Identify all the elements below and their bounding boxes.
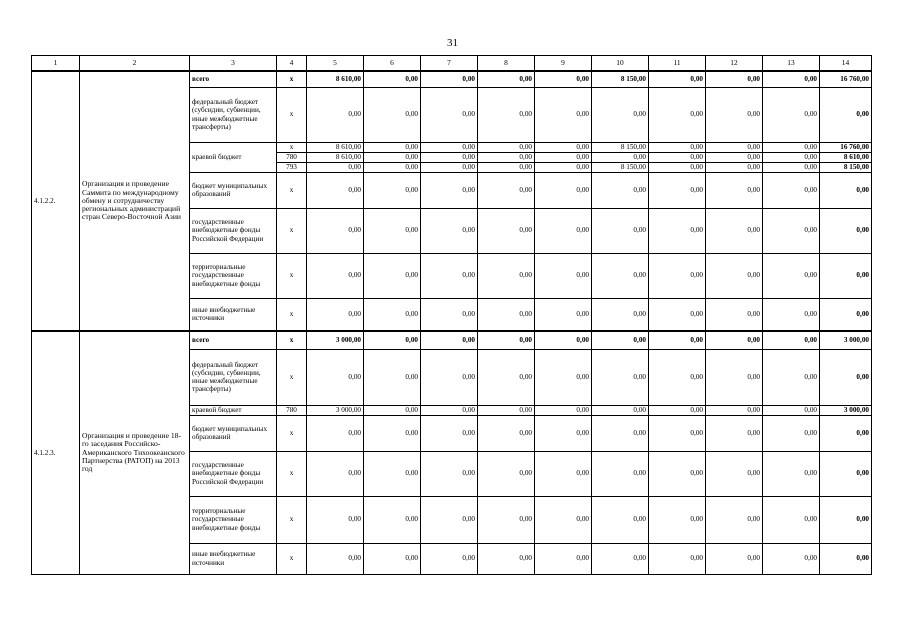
value-cell: 0,00 [535,208,592,253]
value-cell: 0,00 [478,349,535,405]
value-cell: 0,00 [763,543,820,574]
value-cell: 8 610,00 [307,142,364,152]
value-cell: 0,00 [763,172,820,208]
value-cell: 0,00 [649,349,706,405]
value-cell: 0,00 [649,172,706,208]
total-value: 0,00 [820,208,872,253]
value-cell: 0,00 [649,298,706,331]
value-cell: 0,00 [763,349,820,405]
value-cell: 0,00 [763,331,820,349]
value-cell: 0,00 [364,152,421,162]
budget-code: x [277,71,307,87]
value-cell: 0,00 [421,496,478,543]
value-cell: 0,00 [307,87,364,142]
value-cell: 0,00 [649,496,706,543]
value-cell: 0,00 [649,162,706,172]
value-cell: 0,00 [364,496,421,543]
value-cell: 0,00 [706,208,763,253]
budget-code: x [277,496,307,543]
value-cell: 0,00 [478,172,535,208]
value-cell: 0,00 [649,208,706,253]
value-cell: 0,00 [649,253,706,298]
value-cell: 0,00 [763,87,820,142]
funding-source: федеральный бюджет (субсидии, субвенции, иные межбюджетные трансферты) [190,349,277,405]
funding-source: краевой бюджет [190,405,277,415]
value-cell: 0,00 [421,87,478,142]
value-cell: 0,00 [421,142,478,152]
value-cell: 0,00 [649,71,706,87]
value-cell: 0,00 [763,152,820,162]
budget-code: 780 [277,152,307,162]
value-cell: 0,00 [478,87,535,142]
budget-code: x [277,451,307,496]
value-cell: 0,00 [763,208,820,253]
value-cell: 0,00 [706,331,763,349]
value-cell: 0,00 [706,87,763,142]
value-cell: 0,00 [421,543,478,574]
funding-source: государственные внебюджетные фонды Российской Федерации [190,451,277,496]
budget-code: x [277,331,307,349]
value-cell: 0,00 [592,331,649,349]
header-cell: 7 [421,56,478,72]
table-row-total [32,71,872,87]
header-cell: 12 [706,56,763,72]
value-cell: 0,00 [421,415,478,451]
value-cell: 0,00 [706,162,763,172]
total-value: 0,00 [820,415,872,451]
value-cell: 0,00 [763,142,820,152]
value-cell: 0,00 [649,451,706,496]
value-cell: 0,00 [421,451,478,496]
item-code: 4.1.2.2. [32,71,80,331]
funding-source: территориальные государственные внебюджетные фонды [190,496,277,543]
value-cell: 0,00 [535,172,592,208]
value-cell: 0,00 [592,172,649,208]
item-name: Организация и проведение 18-го заседания Российско-Американского Тихоокеанского Партнерства (РАТОП) на 2013 год [80,331,190,574]
value-cell: 0,00 [421,298,478,331]
value-cell: 0,00 [535,451,592,496]
value-cell: 0,00 [706,253,763,298]
funding-source: краевой бюджет [190,142,277,172]
value-cell: 0,00 [364,451,421,496]
value-cell: 0,00 [364,71,421,87]
value-cell: 0,00 [478,298,535,331]
value-cell: 0,00 [421,172,478,208]
value-cell: 0,00 [706,415,763,451]
budget-code: x [277,415,307,451]
value-cell: 0,00 [592,496,649,543]
total-value: 0,00 [820,543,872,574]
value-cell: 0,00 [706,405,763,415]
budget-code: x [277,87,307,142]
value-cell: 0,00 [706,172,763,208]
total-value: 0,00 [820,87,872,142]
total-value: 8 610,00 [820,152,872,162]
funding-source: всего [190,331,277,349]
value-cell: 0,00 [592,298,649,331]
value-cell: 8 610,00 [307,71,364,87]
header-cell: 8 [478,56,535,72]
item-name: Организация и проведение Саммита по международному обмену и сотрудничеству региональных администраций стран Северо-Восточной Азии [80,71,190,331]
value-cell: 0,00 [535,162,592,172]
funding-source: бюджет муниципальных образований [190,415,277,451]
page-number: 31 [447,37,458,49]
value-cell: 0,00 [421,331,478,349]
value-cell: 0,00 [478,496,535,543]
budget-code: x [277,349,307,405]
value-cell: 0,00 [649,87,706,142]
header-cell: 11 [649,56,706,72]
value-cell: 0,00 [478,162,535,172]
value-cell: 0,00 [592,349,649,405]
value-cell: 0,00 [307,349,364,405]
value-cell: 0,00 [364,142,421,152]
value-cell: 0,00 [706,142,763,152]
value-cell: 0,00 [478,543,535,574]
value-cell: 0,00 [535,71,592,87]
value-cell: 0,00 [364,162,421,172]
total-value: 0,00 [820,172,872,208]
value-cell: 0,00 [649,543,706,574]
value-cell: 0,00 [535,349,592,405]
value-cell: 0,00 [307,415,364,451]
total-value: 3 000,00 [820,331,872,349]
value-cell: 3 000,00 [307,405,364,415]
budget-code: x [277,543,307,574]
budget-code: x [277,253,307,298]
value-cell: 0,00 [706,451,763,496]
total-value: 16 760,00 [820,71,872,87]
funding-source: иные внебюджетные источники [190,543,277,574]
header-cell: 1 [32,56,80,72]
funding-source: всего [190,71,277,87]
value-cell: 0,00 [364,87,421,142]
value-cell: 0,00 [307,451,364,496]
value-cell: 0,00 [763,405,820,415]
value-cell: 0,00 [364,415,421,451]
total-value: 0,00 [820,253,872,298]
value-cell: 0,00 [763,415,820,451]
header-cell: 9 [535,56,592,72]
funding-source: территориальные государственные внебюджетные фонды [190,253,277,298]
value-cell: 0,00 [592,253,649,298]
header-cell: 13 [763,56,820,72]
value-cell: 0,00 [421,405,478,415]
funding-source: иные внебюджетные источники [190,298,277,331]
value-cell: 0,00 [763,162,820,172]
value-cell: 0,00 [421,253,478,298]
value-cell: 0,00 [364,172,421,208]
value-cell: 0,00 [364,349,421,405]
value-cell: 0,00 [649,415,706,451]
value-cell: 0,00 [364,298,421,331]
value-cell: 0,00 [307,496,364,543]
header-cell: 6 [364,56,421,72]
value-cell: 0,00 [364,253,421,298]
value-cell: 0,00 [763,451,820,496]
value-cell: 0,00 [706,496,763,543]
value-cell: 0,00 [763,298,820,331]
value-cell: 0,00 [535,298,592,331]
value-cell: 0,00 [535,405,592,415]
value-cell: 0,00 [535,331,592,349]
budget-code: 793 [277,162,307,172]
header-cell: 2 [80,56,190,72]
value-cell: 0,00 [364,331,421,349]
value-cell: 0,00 [535,496,592,543]
value-cell: 0,00 [364,543,421,574]
header-row [32,56,872,72]
value-cell: 0,00 [763,496,820,543]
value-cell: 0,00 [535,253,592,298]
table-row-total [32,331,872,349]
value-cell: 0,00 [421,162,478,172]
header-cell: 5 [307,56,364,72]
value-cell: 0,00 [364,405,421,415]
value-cell: 0,00 [421,71,478,87]
value-cell: 0,00 [478,71,535,87]
total-value: 0,00 [820,349,872,405]
value-cell: 0,00 [649,405,706,415]
funding-source: государственные внебюджетные фонды Российской Федерации [190,208,277,253]
header-cell: 4 [277,56,307,72]
value-cell: 0,00 [706,71,763,87]
total-value: 3 000,00 [820,405,872,415]
value-cell: 0,00 [364,208,421,253]
budget-code: 780 [277,405,307,415]
value-cell: 0,00 [535,543,592,574]
value-cell: 0,00 [307,543,364,574]
value-cell: 0,00 [763,253,820,298]
header-cell: 10 [592,56,649,72]
value-cell: 0,00 [478,142,535,152]
value-cell: 0,00 [592,543,649,574]
item-code: 4.1.2.3. [32,331,80,574]
value-cell: 0,00 [592,451,649,496]
value-cell: 0,00 [478,415,535,451]
value-cell: 0,00 [592,152,649,162]
total-value: 0,00 [820,451,872,496]
value-cell: 0,00 [592,208,649,253]
funding-source: бюджет муниципальных образований [190,172,277,208]
value-cell: 0,00 [706,152,763,162]
value-cell: 0,00 [706,543,763,574]
value-cell: 0,00 [421,349,478,405]
budget-code: x [277,172,307,208]
value-cell: 0,00 [307,298,364,331]
value-cell: 0,00 [706,349,763,405]
value-cell: 0,00 [535,87,592,142]
funding-source: федеральный бюджет (субсидии, субвенции, иные межбюджетные трансферты) [190,87,277,142]
value-cell: 0,00 [649,152,706,162]
total-value: 0,00 [820,496,872,543]
value-cell: 0,00 [478,451,535,496]
value-cell: 0,00 [592,87,649,142]
budget-code: x [277,208,307,253]
value-cell: 8 150,00 [592,162,649,172]
value-cell: 8 150,00 [592,142,649,152]
value-cell: 0,00 [421,152,478,162]
value-cell: 8 150,00 [592,71,649,87]
value-cell: 0,00 [535,142,592,152]
budget-code: x [277,298,307,331]
value-cell: 0,00 [478,152,535,162]
value-cell: 0,00 [478,405,535,415]
value-cell: 0,00 [649,331,706,349]
value-cell: 0,00 [478,331,535,349]
value-cell: 0,00 [649,142,706,152]
value-cell: 0,00 [478,208,535,253]
value-cell: 0,00 [307,253,364,298]
value-cell: 3 000,00 [307,331,364,349]
value-cell: 0,00 [478,253,535,298]
value-cell: 0,00 [307,172,364,208]
table-body [32,56,872,575]
budget-table [31,55,872,575]
budget-code: x [277,142,307,152]
value-cell: 0,00 [307,208,364,253]
value-cell: 0,00 [307,162,364,172]
total-value: 16 760,00 [820,142,872,152]
value-cell: 0,00 [592,415,649,451]
header-cell: 3 [190,56,277,72]
total-value: 8 150,00 [820,162,872,172]
value-cell: 0,00 [421,208,478,253]
value-cell: 0,00 [763,71,820,87]
value-cell: 0,00 [535,415,592,451]
total-value: 0,00 [820,298,872,331]
value-cell: 0,00 [535,152,592,162]
value-cell: 0,00 [706,298,763,331]
value-cell: 8 610,00 [307,152,364,162]
header-cell: 14 [820,56,872,72]
value-cell: 0,00 [592,405,649,415]
